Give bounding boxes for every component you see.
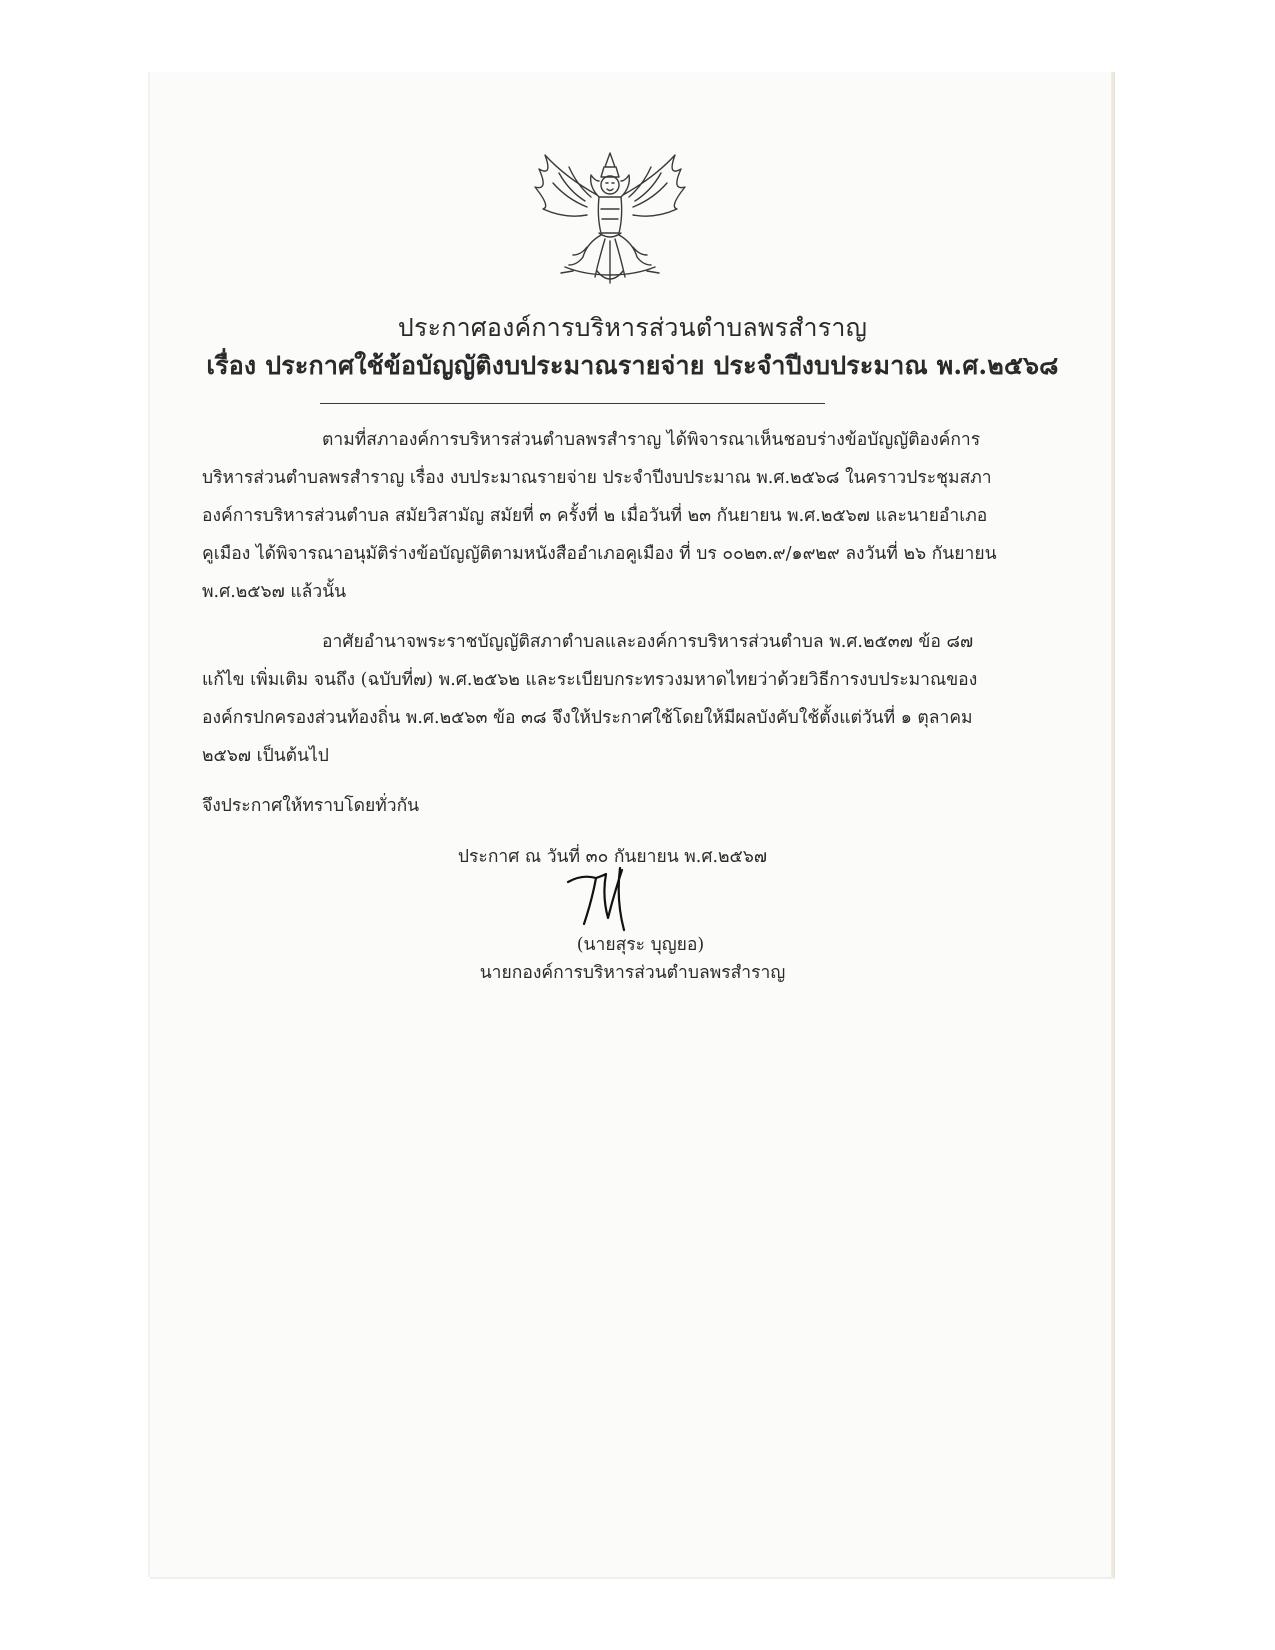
page-edge [1111, 72, 1115, 1577]
paragraph-1-line-5: พ.ศ.๒๕๖๗ แล้วนั้น [202, 582, 347, 602]
paragraph-1-line-3: องค์การบริหารส่วนตำบล สมัยวิสามัญ สมัยที่ ๓ ครั้งที่ ๒ เมื่อวันที่ ๒๓ กันยายน พ.ศ.๒๕๖๗ และนายอำเภอ [202, 506, 988, 526]
signatory-name: (นายสุระ บุญยอ) [576, 935, 705, 955]
paragraph-2-line-4: ๒๕๖๗ เป็นต้นไป [202, 746, 329, 766]
paragraph-2-line-2: แก้ไข เพิ่มเติม จนถึง (ฉบับที่๗) พ.ศ.๒๕๖๒ และระเบียบกระทรวงมหาดไทยว่าด้วยวิธีการงบประมาณของ [202, 670, 978, 690]
announcement-title: ประกาศองค์การบริหารส่วนตำบลพรสำราญ [397, 313, 868, 342]
paragraph-1-line-2: บริหารส่วนตำบลพรสำราญ เรื่อง งบประมาณรายจ่าย ประจำปีงบประมาณ พ.ศ.๒๕๖๘ ในคราวประชุมสภา [202, 468, 992, 488]
paragraph-2-line-3: องค์กรปกครองส่วนท้องถิ่น พ.ศ.๒๕๖๓ ข้อ ๓๘ จึงให้ประกาศใช้โดยให้มีผลบังคับใช้ตั้งแต่วันที่ ๑ ตุลาคม [202, 708, 973, 728]
announcement-date: ประกาศ ณ วันที่ ๓๐ กันยายน พ.ศ.๒๕๖๗ [457, 847, 768, 867]
document-page [150, 72, 1115, 1577]
paragraph-1-line-4: คูเมือง ได้พิจารณาอนุมัติร่างข้อบัญญัติตามหนังสืออำเภอคูเมือง ที่ บร ๐๐๒๓.๙/๑๙๒๙ ลงวันที่ ๒๖ กันยายน [202, 544, 997, 564]
closing-line: จึงประกาศให้ทราบโดยทั่วกัน [202, 796, 420, 816]
signatory-position: นายกองค์การบริหารส่วนตำบลพรสำราญ [479, 963, 786, 983]
signature-icon [562, 860, 672, 940]
title-divider [320, 403, 825, 404]
paragraph-2-line-1: อาศัยอำนาจพระราชบัญญัติสภาตำบลและองค์การบริหารส่วนตำบล พ.ศ.๒๕๓๗ ข้อ ๘๗ [322, 632, 974, 652]
paragraph-1-line-1: ตามที่สภาองค์การบริหารส่วนตำบลพรสำราญ ได้พิจารณาเห็นชอบร่างข้อบัญญัติองค์การ [322, 430, 981, 450]
announcement-subject: เรื่อง ประกาศใช้ข้อบัญญัติงบประมาณรายจ่าย ประจำปีงบประมาณ พ.ศ.๒๕๖๘ [206, 351, 1059, 380]
garuda-emblem-icon [525, 147, 695, 292]
